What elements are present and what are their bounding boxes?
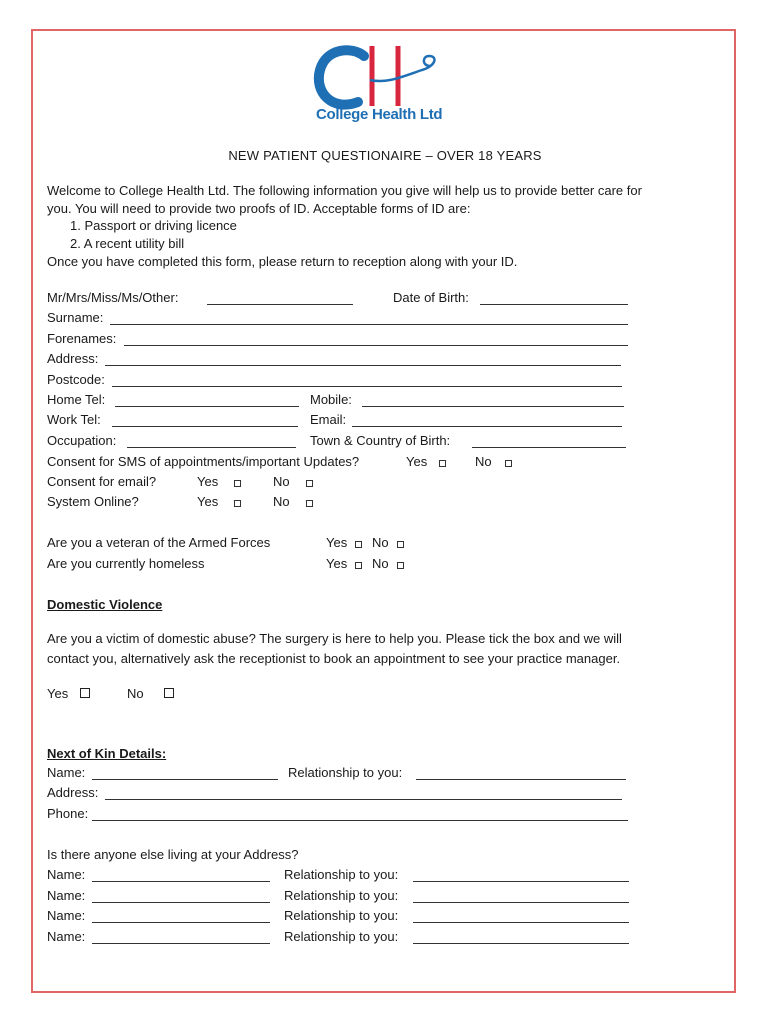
yes-label: Yes: [197, 474, 219, 489]
veteran-label: Are you a veteran of the Armed Forces: [47, 535, 271, 550]
kin-phone-field[interactable]: [92, 820, 628, 821]
veteran-no-checkbox[interactable]: [397, 541, 404, 548]
online-no-checkbox[interactable]: [306, 500, 313, 507]
occupation-field[interactable]: [127, 447, 296, 448]
surname-label: Surname:: [47, 310, 104, 325]
home-tel-label: Home Tel:: [47, 392, 106, 407]
work-tel-label: Work Tel:: [47, 412, 101, 427]
kin-name-field[interactable]: [92, 779, 278, 780]
occupation-label: Occupation:: [47, 433, 117, 448]
no-label: No: [273, 474, 290, 489]
dob-label: Date of Birth:: [393, 290, 469, 305]
others-question: Is there anyone else living at your Address?: [47, 847, 299, 862]
email-yes-checkbox[interactable]: [234, 480, 241, 487]
work-tel-field[interactable]: [112, 426, 298, 427]
domestic-yes-checkbox[interactable]: [80, 688, 90, 698]
other-relationship-label: Relationship to you:: [284, 888, 399, 903]
forenames-label: Forenames:: [47, 331, 117, 346]
postcode-field[interactable]: [112, 386, 622, 387]
online-consent-label: System Online?: [47, 494, 139, 509]
sms-consent-label: Consent for SMS of appointments/important Updates?: [47, 454, 360, 469]
sms-yes-checkbox[interactable]: [439, 460, 446, 467]
kin-address-field[interactable]: [105, 799, 622, 800]
address-label: Address:: [47, 351, 99, 366]
other-relationship-field[interactable]: [413, 943, 629, 944]
home-tel-field[interactable]: [115, 406, 299, 407]
kin-phone-label: Phone:: [47, 806, 89, 821]
email-no-checkbox[interactable]: [306, 480, 313, 487]
dob-field[interactable]: [480, 304, 628, 305]
town-country-label: Town & Country of Birth:: [310, 433, 451, 448]
town-country-field[interactable]: [472, 447, 626, 448]
other-name-field[interactable]: [92, 922, 270, 923]
intro-text: Once you have completed this form, please return to reception along with your ID.: [47, 254, 518, 269]
no-label: No: [127, 686, 144, 701]
sms-no-checkbox[interactable]: [505, 460, 512, 467]
other-name-label: Name:: [47, 929, 86, 944]
id-list-item: 1. Passport or driving licence: [70, 218, 237, 233]
domestic-violence-heading: Domestic Violence: [47, 597, 163, 612]
other-relationship-label: Relationship to you:: [284, 908, 399, 923]
postcode-label: Postcode:: [47, 372, 105, 387]
yes-label: Yes: [326, 535, 348, 550]
other-relationship-label: Relationship to you:: [284, 929, 399, 944]
kin-relationship-label: Relationship to you:: [288, 765, 403, 780]
email-consent-label: Consent for email?: [47, 474, 157, 489]
next-of-kin-heading: Next of Kin Details:: [47, 746, 167, 761]
other-name-field[interactable]: [92, 881, 270, 882]
surname-field[interactable]: [110, 324, 628, 325]
no-label: No: [372, 535, 389, 550]
intro-text: you. You will need to provide two proofs of ID. Acceptable forms of ID are:: [47, 201, 471, 216]
domestic-text: contact you, alternatively ask the receptionist to book an appointment to see your practice manager.: [47, 651, 621, 666]
yes-label: Yes: [47, 686, 69, 701]
homeless-no-checkbox[interactable]: [397, 562, 404, 569]
address-field[interactable]: [105, 365, 621, 366]
yes-label: Yes: [326, 556, 348, 571]
domestic-no-checkbox[interactable]: [164, 688, 174, 698]
title-field[interactable]: [207, 304, 353, 305]
veteran-yes-checkbox[interactable]: [355, 541, 362, 548]
mobile-field[interactable]: [362, 406, 624, 407]
no-label: No: [273, 494, 290, 509]
other-relationship-field[interactable]: [413, 922, 629, 923]
no-label: No: [372, 556, 389, 571]
intro-text: Welcome to College Health Ltd. The following information you give will help us to provide better care for: [47, 183, 642, 198]
title-label: Mr/Mrs/Miss/Ms/Other:: [47, 290, 179, 305]
domestic-text: Are you a victim of domestic abuse? The surgery is here to help you. Please tick the box and we will: [47, 631, 622, 646]
yes-label: Yes: [406, 454, 428, 469]
homeless-yes-checkbox[interactable]: [355, 562, 362, 569]
yes-label: Yes: [197, 494, 219, 509]
other-relationship-label: Relationship to you:: [284, 867, 399, 882]
no-label: No: [475, 454, 492, 469]
mobile-label: Mobile:: [310, 392, 352, 407]
online-yes-checkbox[interactable]: [234, 500, 241, 507]
other-name-label: Name:: [47, 908, 86, 923]
form-title: NEW PATIENT QUESTIONAIRE – OVER 18 YEARS: [228, 148, 542, 163]
other-relationship-field[interactable]: [413, 881, 629, 882]
forenames-field[interactable]: [124, 345, 628, 346]
other-name-label: Name:: [47, 888, 86, 903]
other-name-field[interactable]: [92, 902, 270, 903]
homeless-label: Are you currently homeless: [47, 556, 205, 571]
kin-name-label: Name:: [47, 765, 86, 780]
email-label: Email:: [310, 412, 347, 427]
company-name: College Health Ltd: [316, 106, 443, 123]
email-field[interactable]: [352, 426, 622, 427]
id-list-item: 2. A recent utility bill: [70, 236, 185, 251]
kin-relationship-field[interactable]: [416, 779, 626, 780]
other-name-label: Name:: [47, 867, 86, 882]
kin-address-label: Address:: [47, 785, 99, 800]
other-relationship-field[interactable]: [413, 902, 629, 903]
other-name-field[interactable]: [92, 943, 270, 944]
